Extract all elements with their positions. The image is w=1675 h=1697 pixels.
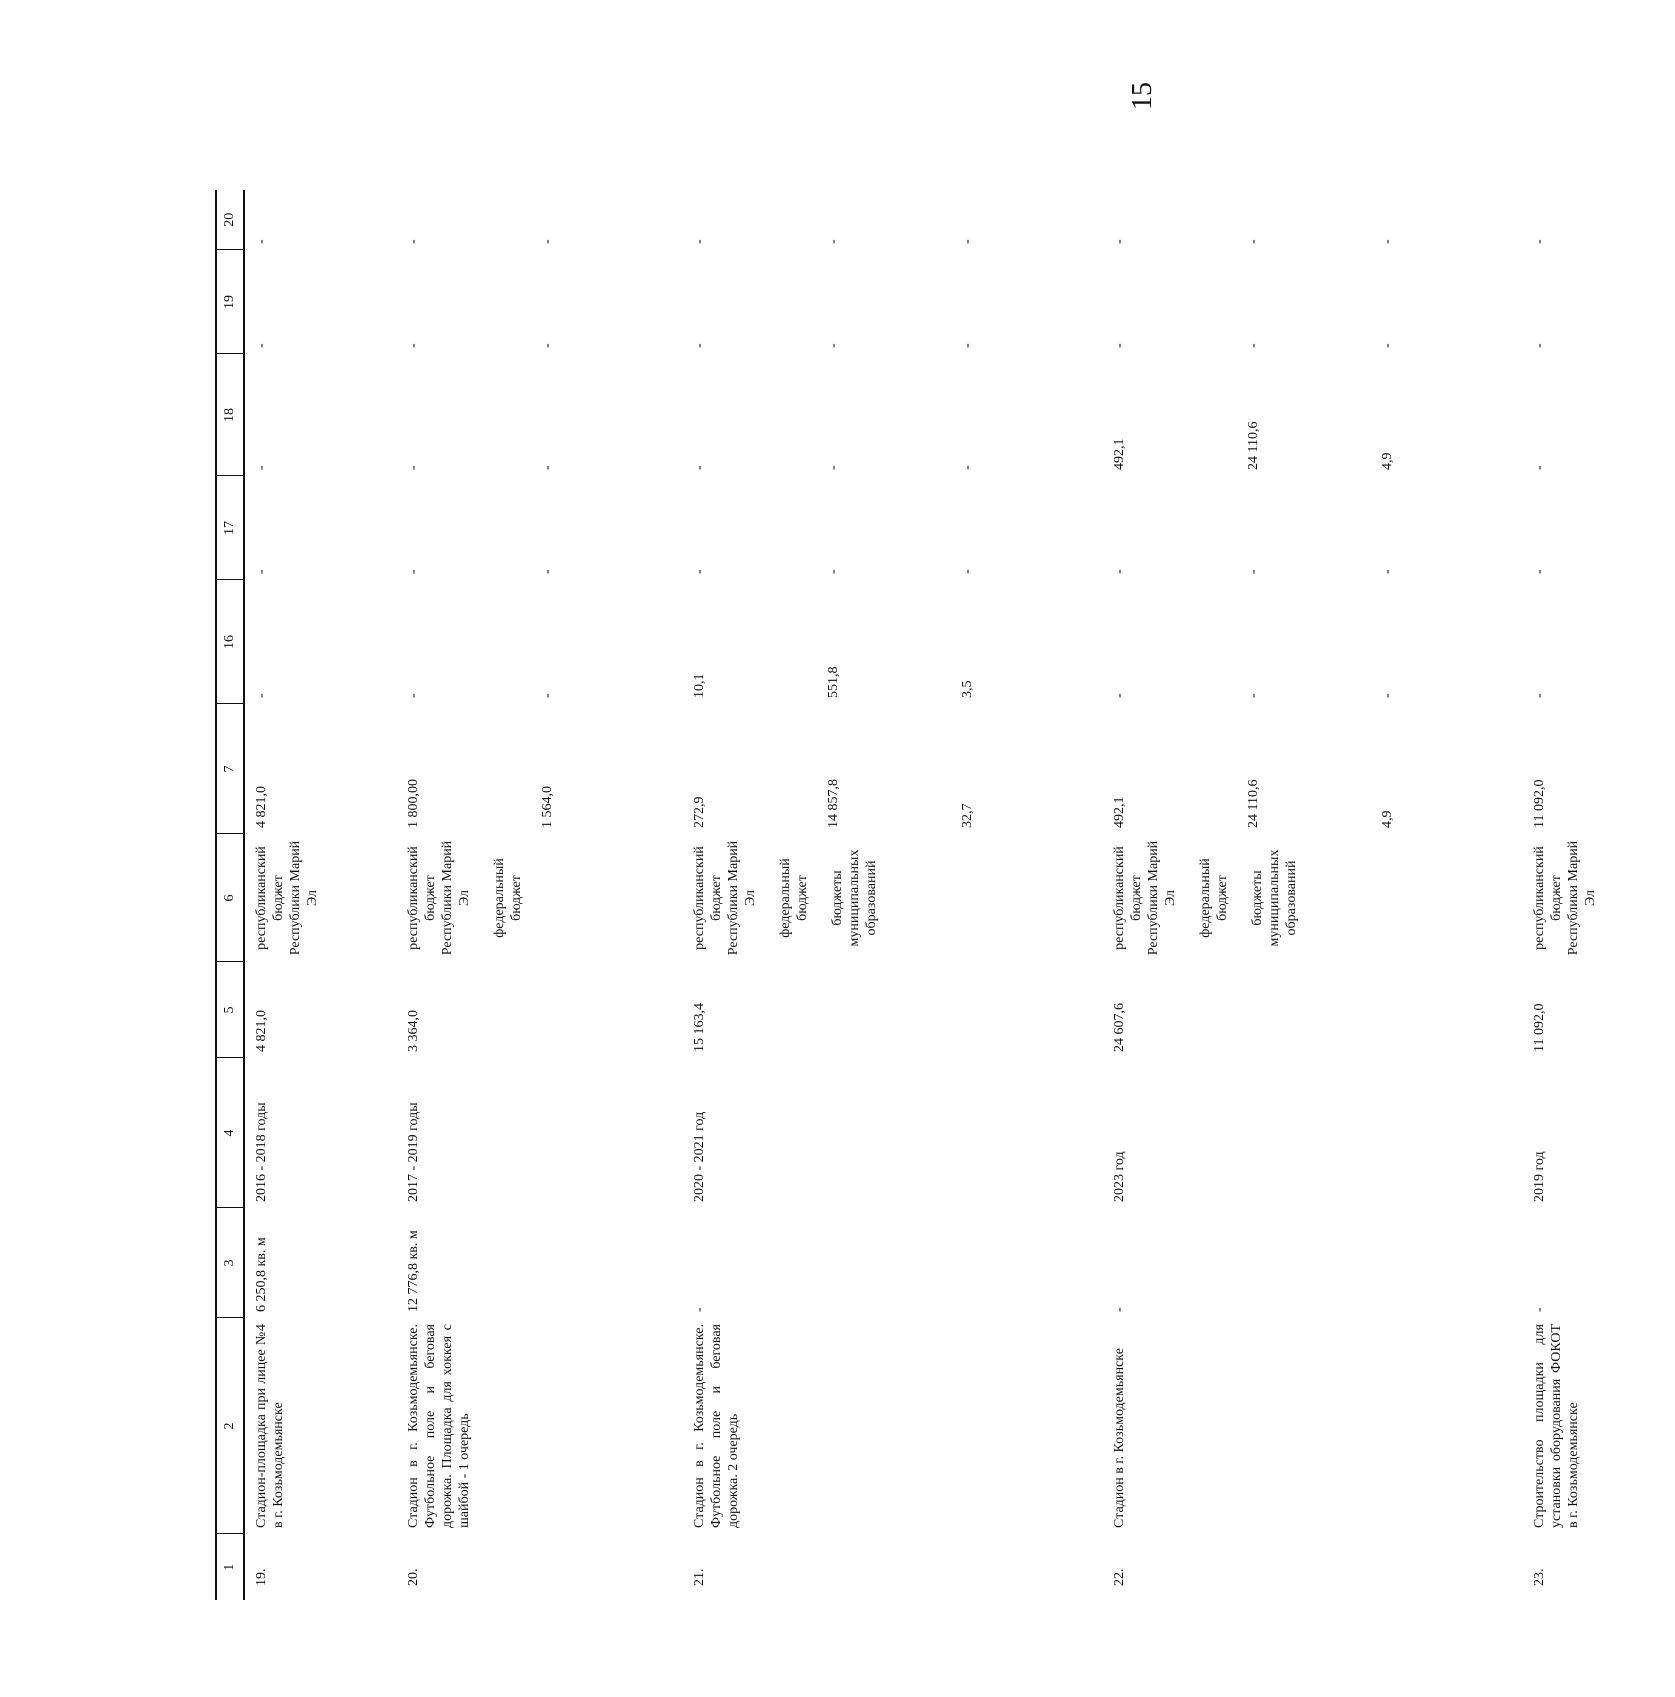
funding-source: бюджеты муниципальных образований bbox=[830, 849, 879, 947]
col20-cell bbox=[244, 190, 397, 250]
col20-cell bbox=[683, 190, 1103, 250]
col18-value: - bbox=[540, 465, 555, 470]
col19-value: - bbox=[254, 343, 269, 348]
cost-cell bbox=[1103, 962, 1523, 1058]
col16-value: - bbox=[1112, 693, 1127, 698]
object-name-cell bbox=[397, 1318, 683, 1534]
row-number-cell bbox=[683, 1534, 1103, 1600]
funding-amount-cell bbox=[397, 704, 683, 834]
col20-value: - bbox=[960, 239, 975, 244]
col20-cell bbox=[397, 190, 683, 250]
funding-amount-cell bbox=[244, 704, 397, 834]
page-number: 15 bbox=[1127, 82, 1158, 110]
funding-source: республиканский бюджет Республики Марий Эл bbox=[692, 840, 758, 956]
object-area: - bbox=[1112, 1307, 1127, 1312]
funding-amount: 4,9 bbox=[1380, 810, 1395, 828]
col16-cell bbox=[397, 580, 683, 704]
construction-table bbox=[215, 190, 1675, 1600]
col19-value: - bbox=[692, 343, 707, 348]
funding-amount: 32,7 bbox=[960, 803, 975, 828]
object-name: Стадион в г. Козьмодемьянске bbox=[1112, 1348, 1127, 1528]
object-name-cell bbox=[683, 1318, 1103, 1534]
column-header: 18 bbox=[216, 354, 244, 476]
col16-cell bbox=[683, 580, 1103, 704]
column-header: 16 bbox=[216, 580, 244, 704]
object-area: 12 776,8 кв. м bbox=[406, 1230, 421, 1312]
col20-value: - bbox=[1246, 239, 1261, 244]
column-header: 1 bbox=[216, 1534, 244, 1600]
funding-amount: 272,9 bbox=[692, 796, 707, 828]
col20-value: - bbox=[406, 239, 421, 244]
object-name: Стадион-площадка при лицее №4 в г. Козьмодемьянске bbox=[254, 1324, 286, 1528]
col19-cell bbox=[1523, 250, 1675, 354]
funding-amount-cell bbox=[1103, 704, 1523, 834]
col16-value: 10,1 bbox=[692, 673, 707, 698]
funding-amount: 4 821,0 bbox=[254, 786, 269, 828]
row-number-cell bbox=[397, 1534, 683, 1600]
col19-value: - bbox=[960, 343, 975, 348]
col19-cell bbox=[244, 250, 397, 354]
funding-source-cell bbox=[397, 834, 683, 962]
col16-value: 551,8 bbox=[826, 666, 841, 698]
col20-value: - bbox=[1112, 239, 1127, 244]
col20-value: - bbox=[826, 239, 841, 244]
construction-period: 2023 год bbox=[1112, 1151, 1127, 1202]
row-number: 23. bbox=[1532, 1568, 1547, 1586]
col17-cell bbox=[1523, 476, 1675, 580]
funding-source: республиканский бюджет Республики Марий Эл bbox=[1532, 840, 1598, 956]
col18-value: - bbox=[1532, 465, 1547, 470]
funding-source-cell bbox=[1523, 834, 1675, 962]
cost-cell bbox=[244, 962, 397, 1058]
column-header: 7 bbox=[216, 704, 244, 834]
funding-source: федеральный бюджет bbox=[1198, 858, 1230, 938]
row-number: 22. bbox=[1112, 1568, 1127, 1586]
rotated-table-sheet bbox=[215, 190, 1598, 1600]
funding-source: республиканский бюджет Республики Марий Эл bbox=[406, 840, 472, 956]
cost-cell bbox=[1523, 962, 1675, 1058]
funding-source-cell bbox=[1103, 834, 1523, 962]
col16-cell bbox=[1523, 580, 1675, 704]
col17-value: - bbox=[540, 569, 555, 574]
object-area: 6 250,8 кв. м bbox=[254, 1237, 269, 1312]
funding-amount: 24 110,6 bbox=[1246, 779, 1261, 828]
col18-cell bbox=[683, 354, 1103, 476]
col16-cell bbox=[244, 580, 397, 704]
area-cell bbox=[1103, 1208, 1523, 1318]
period-cell bbox=[244, 1058, 397, 1208]
funding-amount: 1 800,00 bbox=[406, 779, 421, 828]
object-area: - bbox=[1532, 1307, 1547, 1312]
construction-period: 2016 - 2018 годы bbox=[254, 1102, 269, 1202]
column-number-row bbox=[216, 190, 244, 1600]
construction-period: 2017 - 2019 годы bbox=[406, 1102, 421, 1202]
funding-source: республиканский бюджет Республики Марий Эл bbox=[254, 840, 320, 956]
column-header: 6 bbox=[216, 834, 244, 962]
col16-value: - bbox=[540, 693, 555, 698]
object-area: - bbox=[692, 1307, 707, 1312]
row-number: 19. bbox=[254, 1568, 269, 1586]
col16-value: - bbox=[406, 693, 421, 698]
column-header: 4 bbox=[216, 1058, 244, 1208]
col19-value: - bbox=[1532, 343, 1547, 348]
period-cell bbox=[1103, 1058, 1523, 1208]
col18-value: - bbox=[254, 465, 269, 470]
col18-value: 24 110,6 bbox=[1246, 421, 1261, 470]
object-name-cell bbox=[1103, 1318, 1523, 1534]
area-cell bbox=[244, 1208, 397, 1318]
funding-amount: 11 092,0 bbox=[1532, 779, 1547, 828]
col16-value: - bbox=[1380, 693, 1395, 698]
col17-value: - bbox=[826, 569, 841, 574]
cost-cell bbox=[683, 962, 1103, 1058]
funding-amount: 14 857,8 bbox=[826, 779, 841, 828]
col16-value: 3,5 bbox=[960, 680, 975, 698]
table-row bbox=[1523, 190, 1675, 1600]
col18-value: 492,1 bbox=[1112, 438, 1127, 470]
col17-value: - bbox=[692, 569, 707, 574]
col19-value: - bbox=[1380, 343, 1395, 348]
construction-period: 2020 - 2021 год bbox=[692, 1111, 707, 1202]
col18-value: 4,9 bbox=[1380, 452, 1395, 470]
table-row bbox=[397, 190, 683, 1600]
col17-value: - bbox=[406, 569, 421, 574]
col20-value: - bbox=[1532, 239, 1547, 244]
col17-value: - bbox=[1380, 569, 1395, 574]
funding-amount-cell bbox=[1523, 704, 1675, 834]
col18-cell bbox=[397, 354, 683, 476]
row-number-cell bbox=[1103, 1534, 1523, 1600]
col17-value: - bbox=[1246, 569, 1261, 574]
col18-value: - bbox=[826, 465, 841, 470]
total-cost: 24 607,6 bbox=[1112, 1003, 1127, 1052]
period-cell bbox=[1523, 1058, 1675, 1208]
col17-value: - bbox=[254, 569, 269, 574]
col19-cell bbox=[397, 250, 683, 354]
period-cell bbox=[397, 1058, 683, 1208]
column-header: 19 bbox=[216, 250, 244, 354]
col17-cell bbox=[397, 476, 683, 580]
col18-value: - bbox=[406, 465, 421, 470]
col19-value: - bbox=[1246, 343, 1261, 348]
col16-value: - bbox=[254, 693, 269, 698]
column-header: 5 bbox=[216, 962, 244, 1058]
col18-value: - bbox=[692, 465, 707, 470]
col16-value: - bbox=[1532, 693, 1547, 698]
col18-cell bbox=[1103, 354, 1523, 476]
total-cost: 15 163,4 bbox=[692, 1003, 707, 1052]
total-cost: 11 092,0 bbox=[1532, 1003, 1547, 1052]
funding-amount-cell bbox=[683, 704, 1103, 834]
col17-value: - bbox=[1532, 569, 1547, 574]
area-cell bbox=[683, 1208, 1103, 1318]
col19-cell bbox=[683, 250, 1103, 354]
col20-value: - bbox=[692, 239, 707, 244]
col19-value: - bbox=[826, 343, 841, 348]
col20-value: - bbox=[540, 239, 555, 244]
col17-value: - bbox=[1112, 569, 1127, 574]
table-row bbox=[244, 190, 397, 1600]
col18-cell bbox=[1523, 354, 1675, 476]
table-row bbox=[1103, 190, 1523, 1600]
table-row bbox=[683, 190, 1103, 1600]
object-name-cell bbox=[244, 1318, 397, 1534]
col16-value: - bbox=[1246, 693, 1261, 698]
table-body bbox=[244, 190, 1675, 1600]
col19-value: - bbox=[540, 343, 555, 348]
row-number-cell bbox=[1523, 1534, 1675, 1600]
object-name: Стадион в г. Козьмодемьянске. Футбольное поле и беговая дорожка. 2 очередь bbox=[692, 1324, 741, 1528]
col17-cell bbox=[244, 476, 397, 580]
col16-cell bbox=[1103, 580, 1523, 704]
col19-cell bbox=[1103, 250, 1523, 354]
col19-value: - bbox=[406, 343, 421, 348]
total-cost: 4 821,0 bbox=[254, 1010, 269, 1052]
row-number: 20. bbox=[406, 1568, 421, 1586]
col18-cell bbox=[244, 354, 397, 476]
funding-source: федеральный бюджет bbox=[492, 858, 524, 938]
area-cell bbox=[397, 1208, 683, 1318]
column-header: 3 bbox=[216, 1208, 244, 1318]
col20-value: - bbox=[254, 239, 269, 244]
col20-cell bbox=[1523, 190, 1675, 250]
area-cell bbox=[1523, 1208, 1675, 1318]
col17-cell bbox=[683, 476, 1103, 580]
col18-value: - bbox=[960, 465, 975, 470]
col17-value: - bbox=[960, 569, 975, 574]
row-number: 21. bbox=[692, 1568, 707, 1586]
column-header: 20 bbox=[216, 190, 244, 250]
funding-source-cell bbox=[683, 834, 1103, 962]
funding-source-cell bbox=[244, 834, 397, 962]
col17-cell bbox=[1103, 476, 1523, 580]
col20-cell bbox=[1103, 190, 1523, 250]
period-cell bbox=[683, 1058, 1103, 1208]
row-number-cell bbox=[244, 1534, 397, 1600]
object-name: Стадион в г. Козьмодемьянске. Футбольное поле и беговая дорожка. Площадка для хоккея с шайбой - 1 очередь bbox=[406, 1324, 472, 1528]
funding-amount: 1 564,0 bbox=[540, 786, 555, 828]
object-name-cell bbox=[1523, 1318, 1675, 1534]
cost-cell bbox=[397, 962, 683, 1058]
column-header: 17 bbox=[216, 476, 244, 580]
col19-value: - bbox=[1112, 343, 1127, 348]
funding-source: бюджеты муниципальных образований bbox=[1250, 849, 1299, 947]
col20-value: - bbox=[1380, 239, 1395, 244]
total-cost: 3 364,0 bbox=[406, 1010, 421, 1052]
column-header: 2 bbox=[216, 1318, 244, 1534]
funding-amount: 492,1 bbox=[1112, 796, 1127, 828]
object-name: Строительство площадки для установки оборудования ФОКОТ в г. Козьмодемьянске bbox=[1532, 1324, 1581, 1528]
funding-source: республиканский бюджет Республики Марий Эл bbox=[1112, 840, 1178, 956]
funding-source: федеральный бюджет bbox=[778, 858, 810, 938]
construction-period: 2019 год bbox=[1532, 1151, 1547, 1202]
